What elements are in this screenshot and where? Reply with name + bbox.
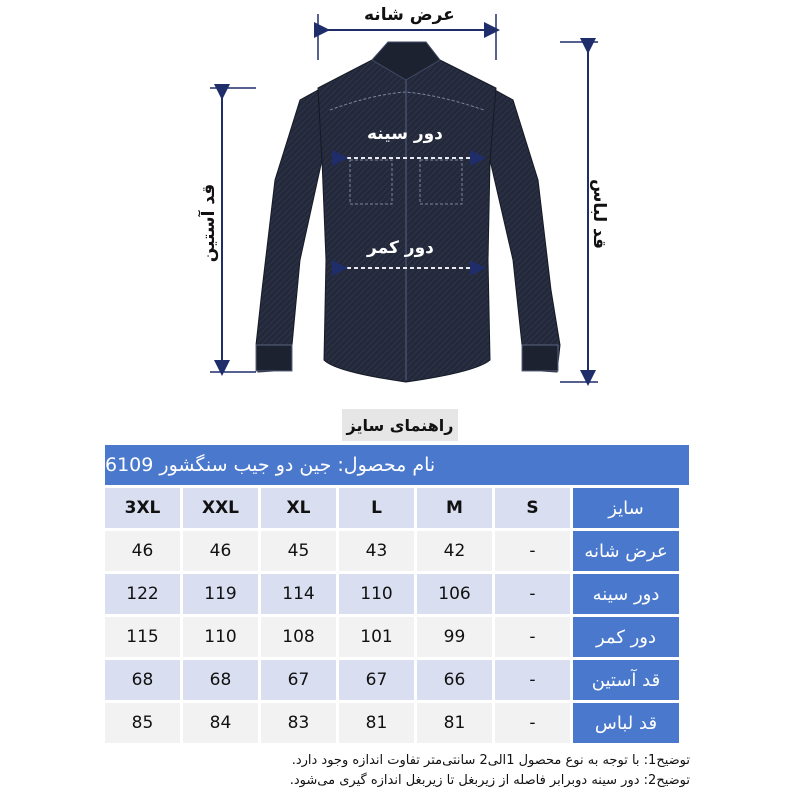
table-cell: - — [495, 617, 570, 657]
table-row — [105, 617, 689, 657]
table-cell: 42 — [417, 531, 492, 571]
table-cell: 114 — [261, 574, 336, 614]
column-header: S — [495, 488, 570, 528]
table-cell: 81 — [417, 703, 492, 743]
table-cell: - — [495, 660, 570, 700]
notes — [90, 751, 690, 791]
left-sleeve — [256, 90, 322, 372]
table-row — [105, 531, 689, 571]
table-cell: 43 — [339, 531, 414, 571]
table-cell: 66 — [417, 660, 492, 700]
table-cell: 85 — [105, 703, 180, 743]
table-cell: 110 — [183, 617, 258, 657]
size-guide-tab: راهنمای سایز — [342, 409, 458, 441]
column-header: L — [339, 488, 414, 528]
size-grid — [105, 488, 689, 746]
garment-length-label: قد لباس — [589, 178, 609, 250]
note-2: توضیح2: دور سینه دوبرابر فاصله از زیربغل تا زیربغل اندازه گیری می‌شود. — [289, 773, 690, 788]
table-row — [105, 703, 689, 743]
row-label: دور کمر — [573, 617, 679, 657]
table-cell: 68 — [105, 660, 180, 700]
table-cell: 81 — [339, 703, 414, 743]
table-cell: 106 — [417, 574, 492, 614]
row-label: عرض شانه — [573, 531, 679, 571]
row-label: دور سینه — [573, 574, 679, 614]
column-header: XL — [261, 488, 336, 528]
chest-label: دور سینه — [367, 124, 443, 144]
table-cell: 115 — [105, 617, 180, 657]
table-cell: 45 — [261, 531, 336, 571]
sleeve-length-label: قد آستین — [199, 183, 219, 263]
table-cell: 67 — [339, 660, 414, 700]
row-label: قد لباس — [573, 703, 679, 743]
table-cell: - — [495, 531, 570, 571]
shoulder-width-label: عرض شانه — [364, 5, 455, 25]
size-header: سایز — [573, 488, 679, 528]
column-header: M — [417, 488, 492, 528]
table-cell: 84 — [183, 703, 258, 743]
table-cell: 46 — [105, 531, 180, 571]
table-cell: 110 — [339, 574, 414, 614]
column-header: 3XL — [105, 488, 180, 528]
size-table — [105, 445, 689, 743]
table-cell: 68 — [183, 660, 258, 700]
table-cell: - — [495, 574, 570, 614]
table-cell: - — [495, 703, 570, 743]
table-cell: 108 — [261, 617, 336, 657]
table-cell: 83 — [261, 703, 336, 743]
column-header: XXL — [183, 488, 258, 528]
product-title: نام محصول: جین دو جیب سنگشور 6109 — [105, 445, 689, 485]
table-row — [105, 574, 689, 614]
table-cell: 119 — [183, 574, 258, 614]
right-sleeve — [490, 90, 560, 372]
table-cell: 122 — [105, 574, 180, 614]
table-cell: 67 — [261, 660, 336, 700]
note-1: توضیح1: با توجه به نوع محصول 1الی2 سانتی‌متر تفاوت اندازه وجود دارد. — [291, 753, 690, 768]
table-cell: 99 — [417, 617, 492, 657]
table-row — [105, 660, 689, 700]
table-cell: 46 — [183, 531, 258, 571]
table-cell: 101 — [339, 617, 414, 657]
row-label: قد آستین — [573, 660, 679, 700]
waist-label: دور کمر — [367, 238, 434, 258]
table-header-row — [105, 488, 689, 528]
